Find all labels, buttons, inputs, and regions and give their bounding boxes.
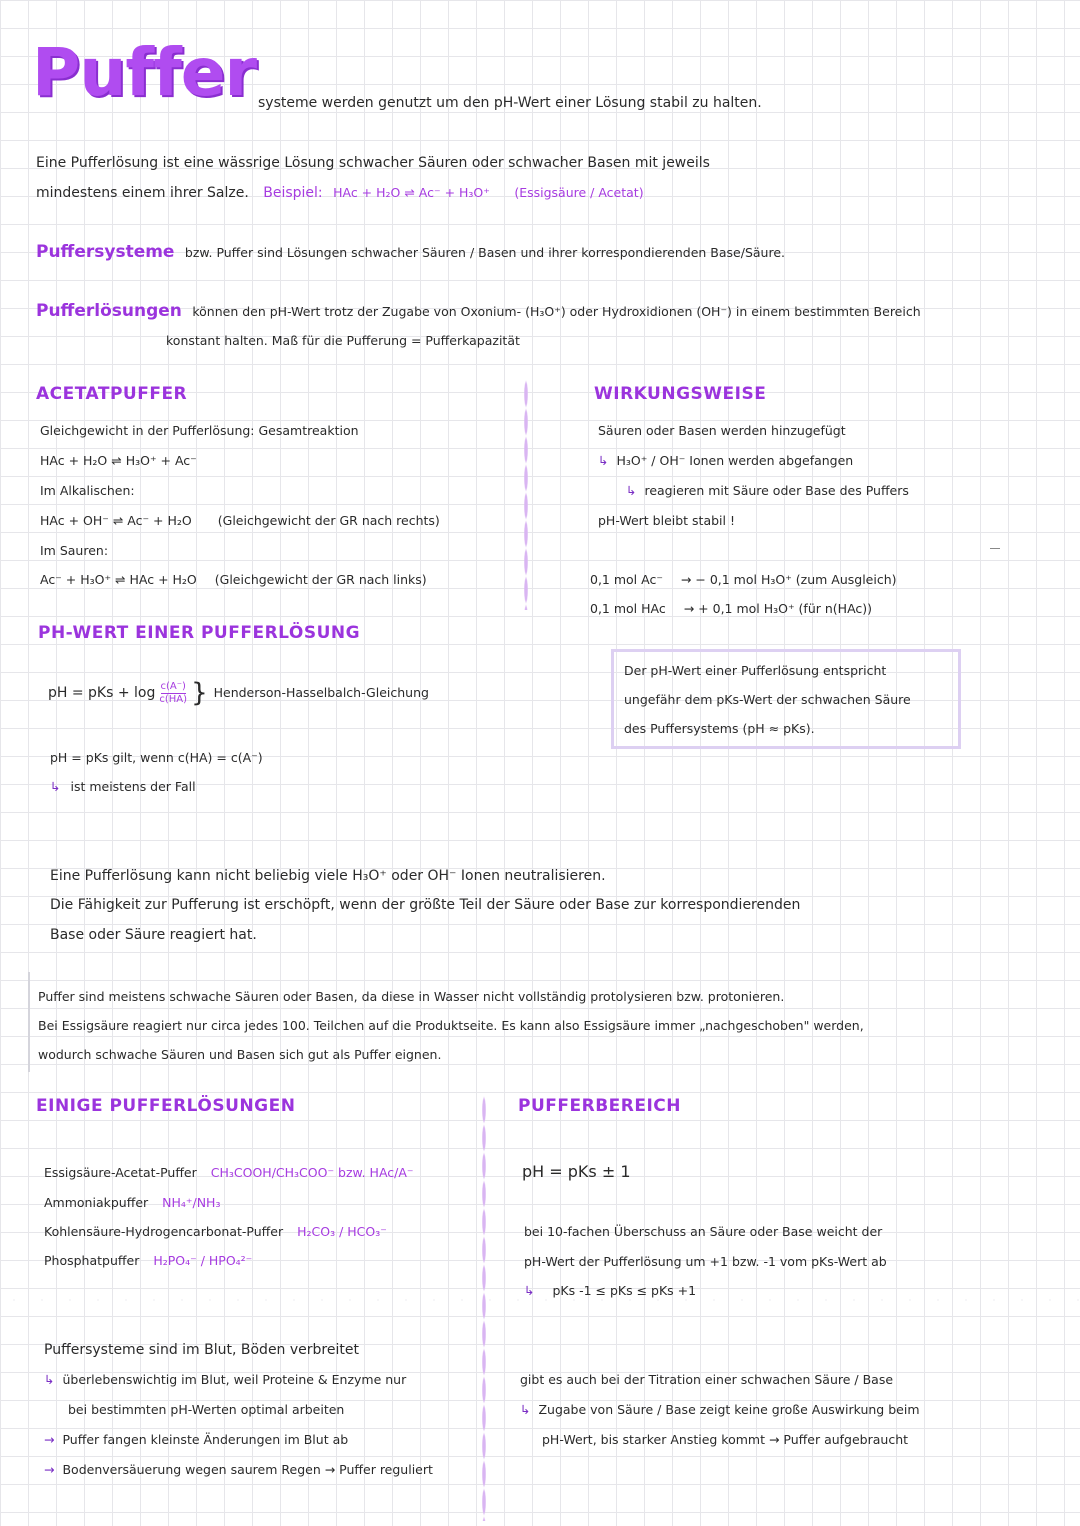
- turn-arrow-icon: ↳: [44, 1372, 55, 1387]
- puffer-item-3: [44, 1217, 387, 1247]
- definition-line-2: [36, 178, 644, 208]
- weak-line-2: Bei Essigsäure reagiert nur circa jedes 100. Teilchen auf die Produktseite. Es kann also Essigsäure immer „nachgeschoben" werden,: [38, 1018, 864, 1033]
- title-continuation: systeme werden genutzt um den pH-Wert einer Lösung stabil zu halten.: [258, 95, 762, 111]
- bereich-line-1: bei 10-fachen Überschuss an Säure oder Base weicht der: [524, 1224, 883, 1239]
- puffersysteme-text: bzw. Puffer sind Lösungen schwacher Säuren / Basen und ihrer korrespondierenden Base/Säure.: [184, 245, 785, 260]
- calc-2-right: → + 0,1 mol H₃O⁺ (für n(HAc)): [683, 601, 873, 616]
- wirkung-line-4: pH-Wert bleibt stabil !: [598, 513, 735, 528]
- acetat-alkaline-note: (Gleichgewicht der GR nach rechts): [217, 513, 440, 528]
- acetat-alkaline-equation: HAc + OH⁻ ⇌ Ac⁻ + H₂O: [40, 513, 192, 528]
- einige-heading: EINIGE PUFFERLÖSUNGEN: [36, 1096, 296, 1116]
- weak-paragraph-bar: [28, 972, 30, 1072]
- titr-line-1: gibt es auch bei der Titration einer schwachen Säure / Base: [520, 1372, 894, 1387]
- beispiel-label: Beispiel:: [263, 185, 323, 201]
- pufferloesungen-text-2: konstant halten. Maß für die Pufferung = Pufferkapazität: [166, 333, 520, 348]
- formula-name: Henderson-Hasselbalch-Gleichung: [213, 685, 429, 700]
- bereich-line-3-text: pKs -1 ≤ pKs ≤ pKs +1: [552, 1283, 697, 1298]
- bereich-line-3: [524, 1276, 696, 1306]
- titr-line-3: pH-Wert, bis starker Anstieg kommt → Puffer aufgebraucht: [542, 1432, 909, 1447]
- calc-2-left: 0,1 mol HAc: [590, 601, 666, 616]
- puffersysteme-keyword: Puffersysteme: [36, 242, 175, 262]
- blut-line-5: [44, 1455, 433, 1485]
- beispiel-equation: HAc + H₂O ⇌ Ac⁻ + H₃O⁺: [333, 185, 490, 200]
- pufferloesungen-text-1: können den pH-Wert trotz der Zugabe von Oxonium- (H₃O⁺) oder Hydroxidionen (OH⁻) in einem bestimmten Bereich: [192, 304, 921, 319]
- acetat-acid-note: (Gleichgewicht der GR nach links): [214, 572, 427, 587]
- acetat-line-2: HAc + H₂O ⇌ H₃O⁺ + Ac⁻: [40, 453, 197, 468]
- acetat-line-3: Im Alkalischen:: [40, 483, 135, 498]
- wirkung-line-3-text: reagieren mit Säure oder Base des Puffers: [644, 483, 909, 498]
- acetat-line-4: [40, 506, 440, 536]
- phwert-note-2: [50, 772, 196, 802]
- phwert-note-1: pH = pKs gilt, wenn c(HA) = c(A⁻): [50, 750, 263, 765]
- blut-line-4-text: Puffer fangen kleinste Änderungen im Blut ab: [62, 1432, 349, 1447]
- acetat-line-6: [40, 565, 427, 595]
- bereich-formula: pH = pKs ± 1: [522, 1162, 631, 1181]
- puffer-item-3-name: Kohlensäure-Hydrogencarbonat-Puffer: [44, 1224, 284, 1239]
- box-line-1: Der pH-Wert einer Pufferlösung entspricht: [624, 663, 887, 678]
- titr-line-2-text: Zugabe von Säure / Base zeigt keine große Auswirkung beim: [538, 1402, 920, 1417]
- right-arrow-icon: →: [44, 1462, 55, 1477]
- turn-arrow-icon: ↳: [50, 779, 61, 794]
- capacity-line-2: Die Fähigkeit zur Pufferung ist erschöpft, wenn der größte Teil der Säure oder Base zur korrespondierenden: [50, 897, 801, 913]
- acetat-line-5: Im Sauren:: [40, 543, 109, 558]
- box-line-2: ungefähr dem pKs-Wert der schwachen Säure: [624, 692, 911, 707]
- blut-line-2: [44, 1365, 406, 1395]
- beispiel-note: (Essigsäure / Acetat): [514, 185, 644, 200]
- puffer-item-1: [44, 1158, 414, 1188]
- phwert-heading: PH-WERT EINER PUFFERLÖSUNG: [38, 623, 361, 643]
- acetatpuffer-heading: ACETATPUFFER: [36, 384, 188, 404]
- brace-mark: }: [191, 678, 208, 708]
- formula-left: pH = pKs + log: [48, 685, 156, 701]
- wirkungsweise-heading: WIRKUNGSWEISE: [594, 384, 767, 404]
- turn-arrow-icon: ↳: [598, 453, 609, 468]
- wirkung-line-2-text: H₃O⁺ / OH⁻ Ionen werden abgefangen: [616, 453, 854, 468]
- blut-line-4: [44, 1425, 348, 1455]
- turn-arrow-icon: ↳: [524, 1283, 535, 1298]
- box-line-3: des Puffersystems (pH ≈ pKs).: [624, 721, 815, 736]
- puffer-item-4-formula: H₂PO₄⁻ / HPO₄²⁻: [153, 1253, 253, 1268]
- weak-line-1: Puffer sind meistens schwache Säuren oder Basen, da diese in Wasser nicht vollständig protolysieren bzw. protonieren.: [38, 989, 785, 1004]
- lower-column-separator: [482, 1096, 486, 1521]
- wirkung-line-1: Säuren oder Basen werden hinzugefügt: [598, 423, 846, 438]
- page-title: Puffer: [32, 34, 257, 111]
- phwert-info-box: [611, 649, 961, 749]
- wirkung-line-3: [626, 476, 909, 506]
- pufferloesungen-keyword: Pufferlösungen: [36, 301, 182, 321]
- fraction-denominator: c(HA): [159, 693, 188, 705]
- wirkung-calc-1: [590, 565, 897, 595]
- column-separator: [524, 380, 528, 610]
- calc-1-right: → − 0,1 mol H₃O⁺ (zum Ausgleich): [680, 572, 897, 587]
- puffer-item-3-formula: H₂CO₃ / HCO₃⁻: [297, 1224, 387, 1239]
- puffersysteme-definition: [36, 237, 785, 268]
- titr-line-2: [520, 1395, 920, 1425]
- puffer-item-2-name: Ammoniakpuffer: [44, 1195, 149, 1210]
- capacity-line-1: Eine Pufferlösung kann nicht beliebig viele H₃O⁺ oder OH⁻ Ionen neutralisieren.: [50, 868, 606, 884]
- pufferloesungen-definition: [36, 296, 921, 327]
- right-arrow-icon: →: [44, 1432, 55, 1447]
- formula-fraction: [159, 681, 187, 706]
- puffer-item-1-formula: CH₃COOH/CH₃COO⁻ bzw. HAc/A⁻: [210, 1165, 414, 1180]
- turn-arrow-icon: ↳: [520, 1402, 531, 1417]
- turn-arrow-icon: ↳: [626, 483, 637, 498]
- puffer-item-1-name: Essigsäure-Acetat-Puffer: [44, 1165, 197, 1180]
- bereich-line-2: pH-Wert der Pufferlösung um +1 bzw. -1 vom pKs-Wert ab: [524, 1254, 887, 1269]
- blut-line-5-text: Bodenversäuerung wegen saurem Regen → Puffer reguliert: [62, 1462, 433, 1477]
- pufferbereich-heading: PUFFERBEREICH: [518, 1096, 681, 1116]
- phwert-note-2-text: ist meistens der Fall: [70, 779, 196, 794]
- puffer-item-2-formula: NH₄⁺/NH₃: [162, 1195, 221, 1210]
- wirkung-calc-2: [590, 594, 872, 624]
- blut-line-1: Puffersysteme sind im Blut, Böden verbreitet: [44, 1342, 359, 1358]
- wirkung-line-2: [598, 446, 853, 476]
- blut-line-2-text: überlebenswichtig im Blut, weil Proteine & Enzyme nur: [62, 1372, 407, 1387]
- puffer-item-2: [44, 1188, 220, 1218]
- acetat-line-1: Gleichgewicht in der Pufferlösung: Gesamtreaktion: [40, 423, 359, 438]
- blut-line-3: bei bestimmten pH-Werten optimal arbeiten: [68, 1402, 345, 1417]
- acetat-acid-equation: Ac⁻ + H₃O⁺ ⇌ HAc + H₂O: [40, 572, 197, 587]
- weak-line-3: wodurch schwache Säuren und Basen sich gut als Puffer eignen.: [38, 1047, 442, 1062]
- henderson-formula: [48, 678, 429, 708]
- puffer-item-4-name: Phosphatpuffer: [44, 1253, 140, 1268]
- definition-line-1: Eine Pufferlösung ist eine wässrige Lösung schwacher Säuren oder schwacher Basen mit jeweils: [36, 155, 710, 171]
- capacity-line-3: Base oder Säure reagiert hat.: [50, 927, 257, 943]
- minus-mark: [990, 548, 1000, 549]
- calc-1-left: 0,1 mol Ac⁻: [590, 572, 663, 587]
- puffer-item-4: [44, 1246, 252, 1276]
- definition-line-2-text: mindestens einem ihrer Salze.: [36, 185, 249, 201]
- fraction-numerator: c(A⁻): [160, 680, 186, 692]
